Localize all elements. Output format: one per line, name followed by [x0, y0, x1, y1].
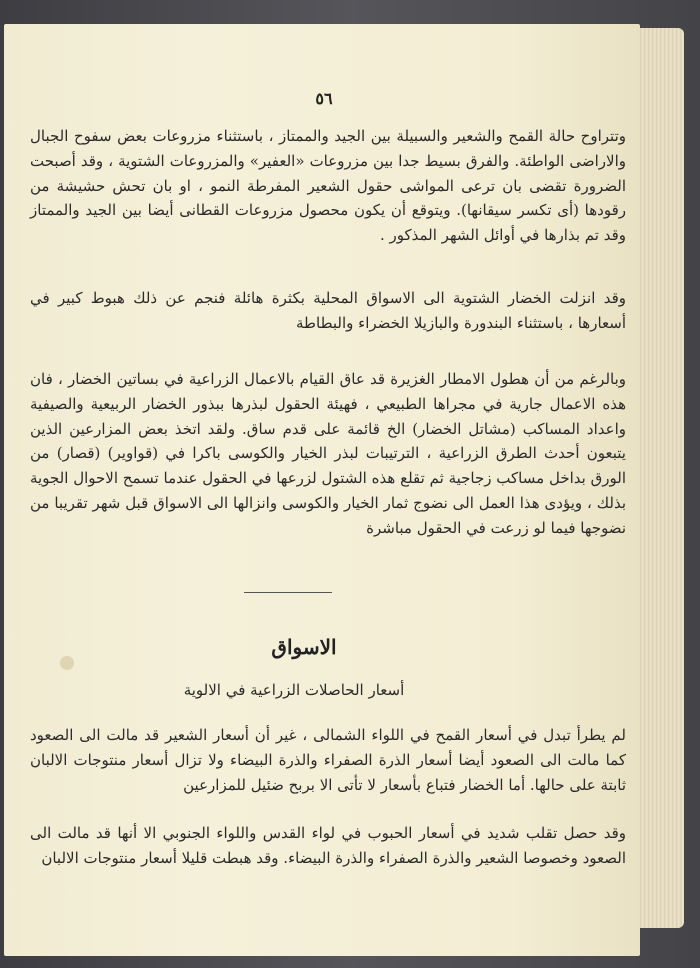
section-divider: [244, 592, 332, 593]
paragraph-vegetable-gardens: وبالرغم من أن هطول الامطار الغزيرة قد عاق القيام بالاعمال الزراعية في بساتين الخضار ، فان هذه الاعمال جارية في مجراها الطبيعي ، فهيئة الحقول لبذرها ببذور الخضار الربيعية والصيفية واعداد المساكب (مشاتل الخضار) الخ قائمة على قدم ساق. ولقد اتخذ بعض المزارعين الذين يتبعون أحدث الطرق الزراعية ، الترتيبات لبذر الخيار والكوسى باكرا في (قواوير) (قصار) من الورق بداخل مساكب زجاجية ثم تقلع هذه الشتول لزرعها في الحقول عندما تسمح الاحوال الجوية بذلك ، ويؤدى هذا العمل الى نضوج ثمار الخيار والكوسى وانزالها الى الاسواق قبل شهر تقريبا من نضوجها فيما لو زرعت في الحقول مباشرة: [30, 370, 626, 537]
paragraph-northern-prices: لم يطرأ تبدل في أسعار القمح في اللواء الشمالى ، غير أن أسعار الشعير قد مالت الى الصعود كما مالت الى الصعود أيضا أسعار الذرة الصفراء والذرة البيضاء ولا تزال أسعار منتوجات الالبان ثابتة على حالها. أما الخضار فتباع بأسعار لا تأتى الا بربح ضئيل للمزارعين: [30, 726, 626, 794]
section-title: الاسواق: [271, 635, 337, 659]
book-page: [4, 24, 640, 956]
paragraph-crops: وتتراوح حالة القمح والشعير والسبيلة بين الجيد والممتاز ، باستثناء مزروعات بعض سفوح الجبال والاراضى الواطئة. والفرق بسيط جدا بين مزروعات «العفير» والمزروعات الشتوية ، وقد أصبحت الضرورة تقضى بان ترعى المواشى حقول الشعير المفرطة النمو ، او بان تحش حشيشة من رقودها (أى تكسر سيقانها). ويتوقع أن يكون محصول مزروعات القطانى أيضا بين الجيد والممتاز وقد تم بذارها في أوائل الشهر المذكور .: [30, 127, 626, 245]
paragraph-winter-vegetables: وقد انزلت الخضار الشتوية الى الاسواق المحلية بكثرة هائلة فنجم عن ذلك هبوط كبير في أسعارها ، باستثناء البندورة والبازيلا الخضراء والبطاطة: [30, 289, 626, 332]
section-subtitle: أسعار الحاصلات الزراعية في الالوية: [183, 681, 405, 699]
paragraph-jerusalem-prices: وقد حصل تقلب شديد في أسعار الحبوب في لواء القدس واللواء الجنوبي الا أنها قد مالت الى الصعود وخصوصا الشعير والذرة الصفراء والذرة البيضاء. وقد هبطت قليلا أسعار منتوجات الالبان: [30, 824, 626, 867]
page-number: ٥٦: [315, 89, 333, 108]
